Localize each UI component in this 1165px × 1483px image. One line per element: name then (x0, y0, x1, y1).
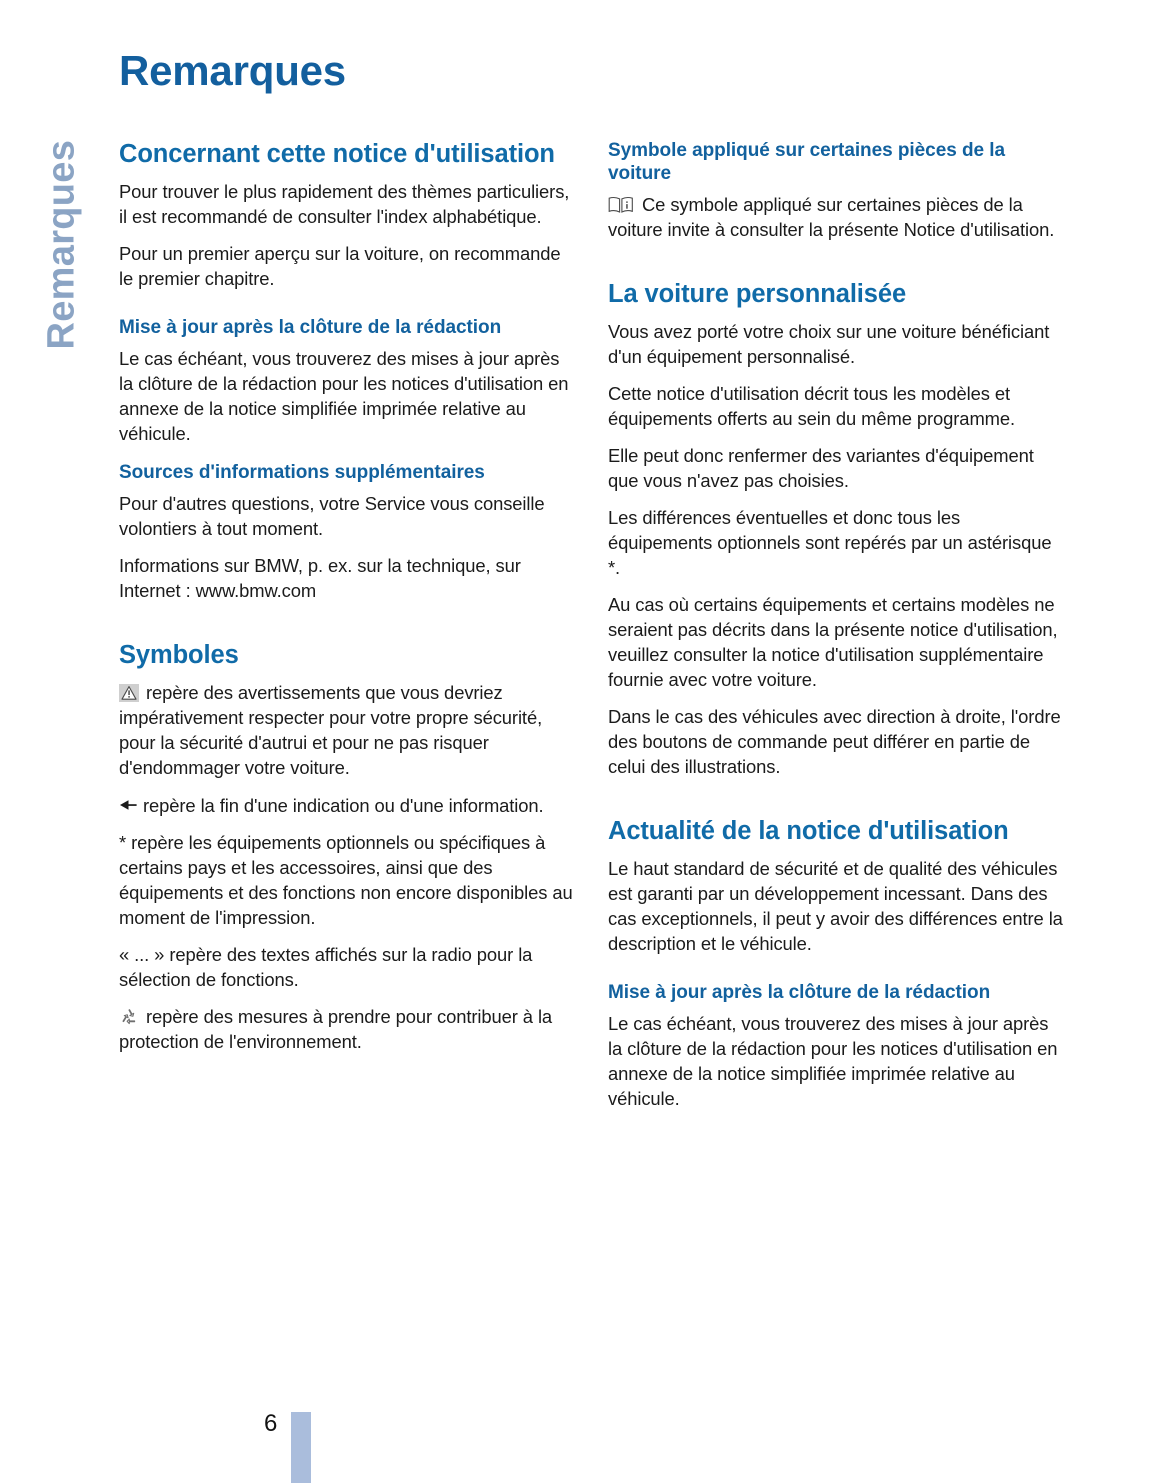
section-actualite-notice (608, 817, 1065, 956)
subsection-sources-informations (119, 462, 574, 603)
paragraph: Cette notice d'utilisation décrit tous les modèles et équipements offerts au sein du même programme. (608, 382, 1016, 429)
symbol-entry-quotes (119, 942, 574, 992)
recycling-icon (119, 1008, 139, 1027)
symbol-entry-text: repère des textes affichés sur la radio pour la sélection de fonctions. (119, 944, 533, 991)
section-concernant-cette-notice (119, 140, 574, 291)
footer-accent-bar (291, 1412, 311, 1483)
symbol-entry-arrow (119, 792, 574, 818)
paragraph: Vous avez porté votre choix sur une voiture bénéficiant d'un équipement personnalisé. (608, 320, 1050, 367)
subsection-heading-mise-a-jour: Mise à jour après la clôture de la rédaction (119, 317, 502, 339)
asterisk-icon: * (119, 832, 127, 854)
right-column (608, 140, 1065, 1111)
subsection-mise-a-jour-right (608, 982, 1065, 1111)
symbol-entry-text: repère des avertissements que vous devriez impérativement respecter pour votre propre sécurité, pour la sécurité d'autrui et pour ne pas risquer d'endommager votre voiture. (119, 682, 543, 779)
subsection-mise-a-jour (119, 317, 574, 446)
paragraph: Le haut standard de sécurité et de qualité des véhicules est garanti par un développement incessant. Dans des cas exceptionnels, il peut y avoir des différences entre la description et le véhicule. (608, 858, 1063, 955)
section-heading-symboles: Symboles (119, 641, 239, 670)
left-column (119, 140, 574, 1111)
paragraph-symbole-pieces (608, 192, 1065, 242)
paragraph: Elle peut donc renfermer des variantes d'équipement que vous n'avez pas choisies. (608, 444, 1034, 491)
paragraph: Le cas échéant, vous trouverez des mises à jour après la clôture de la rédaction pour les notices d'utilisation en annexe de la notice simplifiée imprimée relative au véhicule. (119, 347, 569, 445)
section-symboles (119, 641, 574, 1054)
symbol-entry-asterisk (119, 830, 574, 930)
paragraph-text: Ce symbole appliqué sur certaines pièces de la voiture invite à consulter la présente Notice d'utilisation. (608, 193, 1055, 240)
paragraph: Au cas où certains équipements et certains modèles ne seraient pas décrits dans la présente notice d'utilisation, veuillez consulter la notice d'utilisation supplémentaire fournie avec votre voiture. (608, 594, 1058, 691)
left-arrow-icon (119, 792, 138, 817)
content-columns (119, 140, 1065, 1111)
symbol-entry-recycling (119, 1004, 574, 1054)
paragraph: Dans le cas des véhicules avec direction à droite, l'ordre des boutons de commande peut différer en partie de celui des illustrations. (608, 706, 1061, 778)
paragraph: Les différences éventuelles et donc tous les équipements optionnels sont repérés par un astérisque *. (608, 506, 1052, 578)
paragraph: Pour d'autres questions, votre Service vous conseille volontiers à tout moment. (119, 492, 545, 539)
subsection-symbole-pieces (608, 140, 1065, 242)
section-voiture-personnalisee (608, 280, 1065, 780)
page-title: Remarques (119, 47, 346, 94)
section-heading-voiture-personnalisee: La voiture personnalisée (608, 279, 907, 308)
open-book-info-icon (608, 195, 634, 214)
symbol-entry-text: repère les équipements optionnels ou spécifiques à certains pays et les accessoires, ainsi que des équipements et des fonctions non encore disponibles au moment de l'impression. (119, 832, 573, 929)
chapter-tab (0, 0, 120, 420)
symbol-entry-text: repère des mesures à prendre pour contribuer à la protection de l'environnement. (119, 1006, 553, 1053)
symbol-entry-warning (119, 680, 574, 780)
page-number: 6 (264, 1410, 278, 1437)
section-heading-concernant: Concernant cette notice d'utilisation (119, 140, 555, 168)
paragraph: Informations sur BMW, p. ex. sur la technique, sur Internet : www.bmw.com (119, 554, 521, 601)
warning-triangle-icon (119, 684, 139, 702)
subsection-heading-mise-a-jour-right: Mise à jour après la clôture de la rédaction (608, 982, 991, 1004)
section-heading-actualite: Actualité de la notice d'utilisation (608, 817, 1009, 846)
paragraph: Le cas échéant, vous trouverez des mises à jour après la clôture de la rédaction pour les notices d'utilisation en annexe de la notice simplifiée imprimée relative au véhicule. (608, 1013, 1058, 1110)
symbol-entry-text: repère la fin d'une indication ou d'une information. (143, 795, 544, 817)
chapter-tab-label: Remarques (40, 139, 83, 350)
subsection-heading-sources: Sources d'informations supplémentaires (119, 462, 485, 484)
quotation-marks-icon: « ... » (119, 944, 165, 966)
paragraph: Pour un premier aperçu sur la voiture, on recommande le premier chapitre. (119, 243, 561, 290)
paragraph: Pour trouver le plus rapidement des thèmes particuliers, il est recommandé de consulter l'index alphabétique. (119, 181, 570, 228)
subsection-heading-symbole-pieces: Symbole appliqué sur certaines pièces de la voiture (608, 140, 1006, 184)
